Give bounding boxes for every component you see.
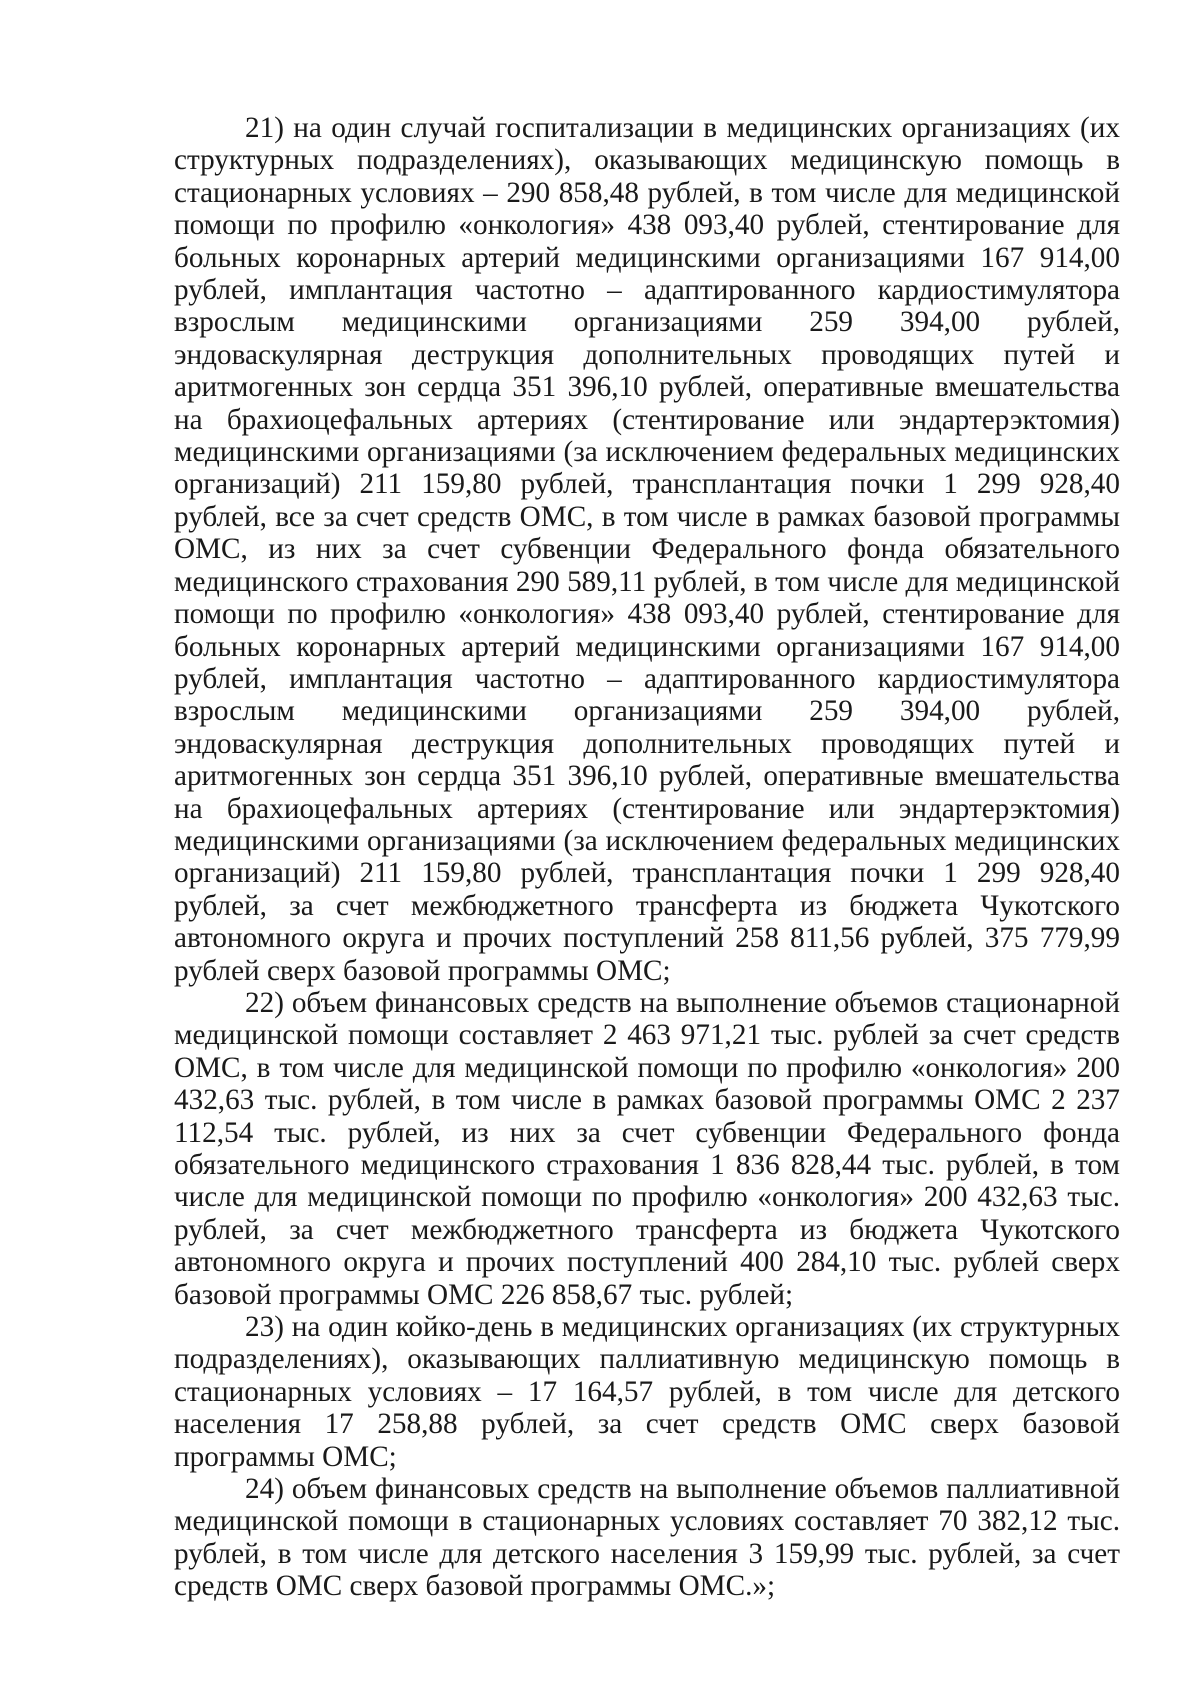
paragraph-23: 23) на один койко-день в медицинских организациях (их структурных подразделениях), оказывающих паллиативную медицинскую помощь в стационарных условиях – 17 164,57 рублей, в том числе для детского населения 17 258,88 рублей, за счет средств ОМС сверх базовой программы ОМС;	[174, 1311, 1120, 1473]
paragraph-22: 22) объем финансовых средств на выполнение объемов стационарной медицинской помощи составляет 2 463 971,21 тыс. рублей за счет средств ОМС, в том числе для медицинской помощи по профилю «онкология» 200 432,63 тыс. рублей, в том числе в рамках базовой программы ОМС 2 237 112,54 тыс. рублей, из них за счет субвенции Федерального фонда обязательного медицинского страхования 1 836 828,44 тыс. рублей, в том числе для медицинской помощи по профилю «онкология» 200 432,63 тыс. рублей, за счет межбюджетного трансферта из бюджета Чукотского автономного округа и прочих поступлений 400 284,10 тыс. рублей сверх базовой программы ОМС 226 858,67 тыс. рублей;	[174, 986, 1120, 1311]
paragraph-24: 24) объем финансовых средств на выполнение объемов паллиативной медицинской помощи в стационарных условиях составляет 70 382,12 тыс. рублей, в том числе для детского населения 3 159,99 тыс. рублей, за счет средств ОМС сверх базовой программы ОМС.»;	[174, 1473, 1120, 1603]
paragraph-21: 21) на один случай госпитализации в медицинских организациях (их структурных подразделениях), оказывающих медицинскую помощь в стационарных условиях – 290 858,48 рублей, в том числе для медицинской помощи по профилю «онкология» 438 093,40 рублей, стентирование для больных коронарных артерий медицинскими организациями 167 914,00 рублей, имплантация частотно – адаптированного кардиостимулятора взрослым медицинскими организациями 259 394,00 рублей, эндоваскулярная деструкция дополнительных проводящих путей и аритмогенных зон сердца 351 396,10 рублей, оперативные вмешательства на брахиоцефальных артериях (стентирование или эндартерэктомия) медицинскими организациями (за исключением федеральных медицинских организаций) 211 159,80 рублей, трансплантация почки 1 299 928,40 рублей, все за счет средств ОМС, в том числе в рамках базовой программы ОМС, из них за счет субвенции Федерального фонда обязательного медицинского страхования 290 589,11 рублей, в том числе для медицинской помощи по профилю «онкология» 438 093,40 рублей, стентирование для больных коронарных артерий медицинскими организациями 167 914,00 рублей, имплантация частотно – адаптированного кардиостимулятора взрослым медицинскими организациями 259 394,00 рублей, эндоваскулярная деструкция дополнительных проводящих путей и аритмогенных зон сердца 351 396,10 рублей, оперативные вмешательства на брахиоцефальных артериях (стентирование или эндартерэктомия) медицинскими организациями (за исключением федеральных медицинских организаций) 211 159,80 рублей, трансплантация почки 1 299 928,40 рублей, за счет межбюджетного трансферта из бюджета Чукотского автономного округа и прочих поступлений 258 811,56 рублей, 375 779,99 рублей сверх базовой программы ОМС;	[174, 112, 1120, 987]
document-body	[174, 112, 1120, 1603]
